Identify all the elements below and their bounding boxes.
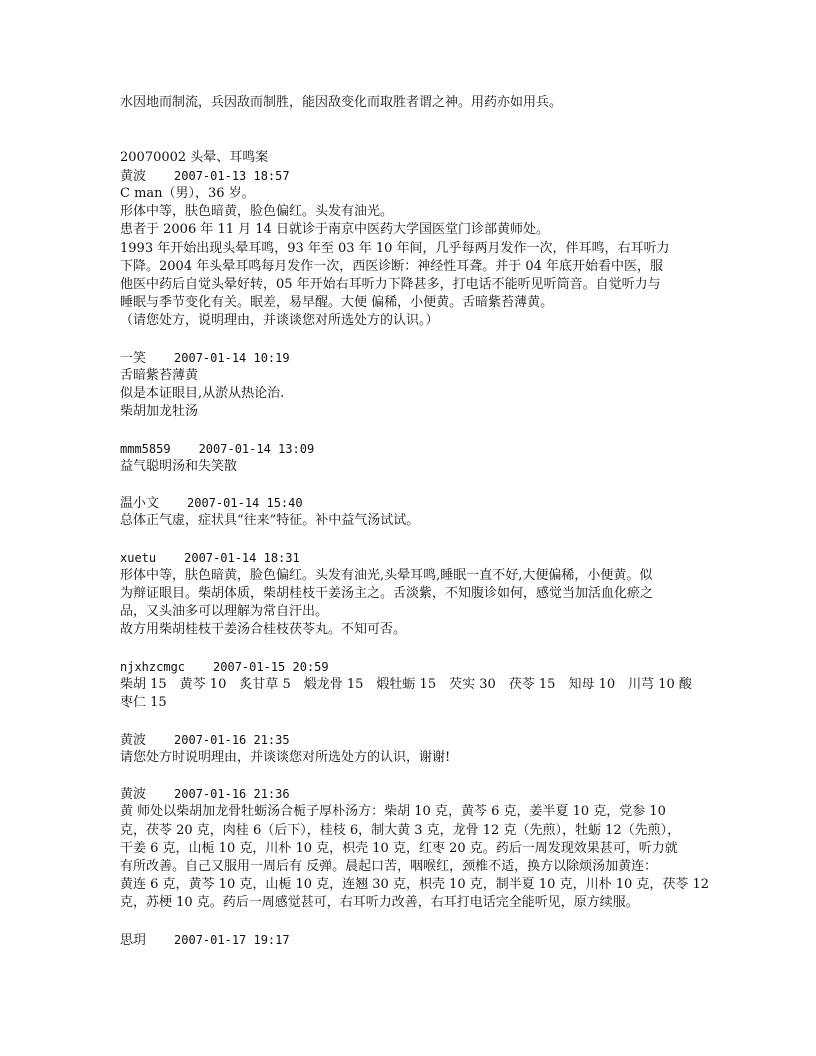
post-body-line: C man（男），36 岁。 — [120, 185, 255, 201]
post-time: 2007-01-14 15:40 — [187, 496, 303, 511]
post-time: 2007-01-16 21:36 — [174, 787, 290, 802]
post-time: 2007-01-14 10:19 — [174, 350, 290, 365]
post-body-line: 故方用柴胡桂枝干姜汤合桂枝茯苓丸。不知可否。 — [120, 622, 407, 638]
post-body-line: 似是本证眼目,从淤从热论治. — [120, 386, 285, 402]
post-time: 2007-01-15 20:59 — [213, 659, 329, 674]
post — [120, 549, 710, 640]
post-body-line: 柴胡 15 黄芩 10 炙甘草 5 煅龙骨 15 煅牡蛎 15 芡实 30 茯苓 15 知母 10 川芎 10 酸 — [120, 677, 692, 693]
post-body-line: 有所改善。自己又服用一周后有 反弹。晨起口苦，咽喉红，颈椎不适，换方以除烦汤加黄连： — [120, 858, 658, 874]
post-time: 2007-01-17 19:17 — [174, 932, 290, 947]
post-body-line: 1993 年开始出现头晕耳鸣，93 年至 03 年 10 年间，几乎每两月发作一次，伴耳鸣，右耳听力 — [120, 240, 670, 256]
post-header — [120, 931, 710, 949]
post-time: 2007-01-13 18:57 — [174, 168, 290, 183]
post-body-line: 形体中等，肤色暗黄，脸色偏红。头发有油光,头晕耳鸣,睡眠一直不好,大便偏稀，小便黄。似 — [120, 567, 653, 583]
post-body-line: 黄 师处以柴胡加龙骨牡蛎汤合栀子厚朴汤方：柴胡 10 克，黄芩 6 克，姜半夏 10 克，党参 10 — [120, 804, 666, 820]
post-body-line: 形体中等，肤色暗黄，脸色偏红。头发有油光。 — [120, 204, 394, 220]
post-author: 思玥 — [120, 932, 147, 948]
post-body-line: （请您处方，说明理由，并谈谈您对所选处方的认识。） — [120, 313, 439, 329]
post-body-line: 克，苏梗 10 克。药后一周感觉甚可，右耳听力改善，右耳打电话完全能听见，原方续服。 — [120, 895, 639, 911]
post-header — [120, 785, 710, 803]
post — [120, 440, 710, 476]
post — [120, 494, 710, 530]
post-header — [120, 549, 710, 567]
post — [120, 931, 710, 949]
post-body-line: 益气聪明汤和失笑散 — [120, 458, 238, 474]
post-header — [120, 494, 710, 512]
post-body-line: 舌暗紫苔薄黄 — [120, 367, 199, 383]
post-body-line: 睡眠与季节变化有关。眠差，易早醒。大便 偏稀，小便黄。舌暗紫苔薄黄。 — [120, 295, 554, 311]
post-author: 黄波 — [120, 732, 147, 748]
post-body-line: 黄连 6 克，黄芩 10 克，山栀 10 克，连翘 30 克，枳壳 10 克，制半夏 10 克，川朴 10 克，茯苓 12 — [120, 877, 710, 893]
post-author: 一笑 — [120, 350, 147, 366]
post-time: 2007-01-16 21:35 — [174, 732, 290, 747]
post-body-line: 下降。2004 年头晕耳鸣每月发作一次，西医诊断：神经性耳聋。并于 04 年底开始看中医，服 — [120, 258, 664, 274]
post-body-line: 品，又头油多可以理解为常自汗出。 — [120, 604, 329, 620]
post-time: 2007-01-14 18:31 — [184, 550, 300, 565]
post-header — [120, 440, 710, 458]
post-body-line: 干姜 6 克，山栀 10 克，川朴 10 克，枳壳 10 克，红枣 20 克。药后一周发现效果甚可，听力就 — [120, 840, 678, 856]
post-author: 黄波 — [120, 787, 147, 803]
post-header — [120, 658, 710, 676]
document-page — [120, 94, 710, 949]
post-list — [120, 167, 710, 949]
post-body-line: 为辩证眼目。柴胡体质，柴胡桂枝干姜汤主之。舌淡紫，不知腹诊如何，感觉当加活血化瘀之 — [120, 586, 654, 602]
post-body-line: 请您处方时说明理由，并谈谈您对所选处方的认识，谢谢! — [120, 749, 451, 765]
post-header — [120, 731, 710, 749]
post-author: mmm5859 — [120, 441, 171, 456]
post — [120, 349, 710, 422]
post-time: 2007-01-14 13:09 — [198, 441, 315, 456]
case-title: 20070002 头晕、耳鸣案 — [120, 149, 269, 165]
post — [120, 167, 710, 331]
post-body-line: 克，茯苓 20 克，肉桂 6（后下），桂枝 6，制大黄 3 克，龙骨 12 克（先煎），牡蛎 12（先煎）， — [120, 822, 681, 838]
post-header — [120, 349, 710, 367]
post — [120, 658, 710, 713]
intro-text: 水因地而制流，兵因敌而制胜，能因敌变化而取胜者谓之神。用药亦如用兵。 — [120, 95, 563, 110]
post-body-line: 柴胡加龙牡汤 — [120, 404, 199, 420]
post — [120, 785, 710, 912]
post — [120, 731, 710, 767]
post-header — [120, 167, 710, 185]
post-author: 温小文 — [120, 496, 160, 512]
post-body-line: 他医中药后自觉头晕好转，05 年开始右耳听力下降甚多，打电话不能听见听筒音。自觉听力与 — [120, 276, 661, 292]
post-body-line: 枣仁 15 — [120, 695, 167, 711]
post-body-line: 患者于 2006 年 11 月 14 日就诊于南京中医药大学国医堂门诊部黄师处。 — [120, 222, 549, 238]
post-author: njxhzcmgc — [120, 659, 186, 674]
post-author: 黄波 — [120, 168, 147, 184]
post-author: xuetu — [120, 550, 157, 565]
post-body-line: 总体正气虚，症状具“往来”特征。补中益气汤试试。 — [120, 513, 420, 529]
